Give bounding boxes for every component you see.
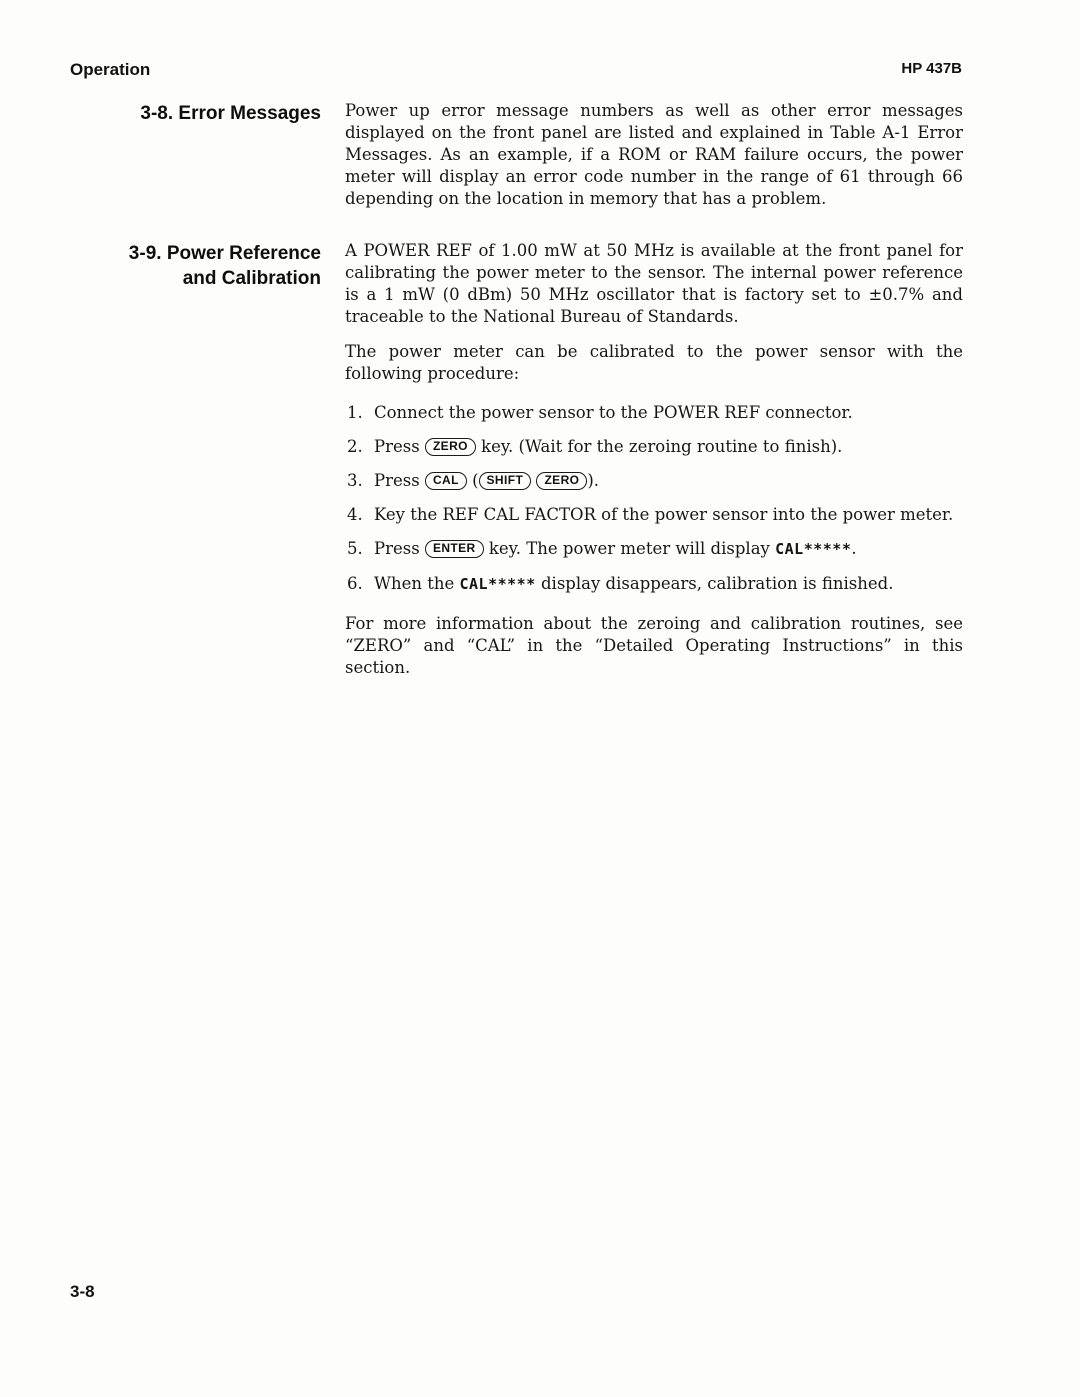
step-text: display disappears, calibration is finished.: [541, 574, 894, 593]
header-section-title: Operation: [70, 60, 151, 79]
step-text: (: [472, 471, 479, 490]
step-text: key. The power meter will display: [488, 539, 770, 558]
procedure-list: [347, 401, 963, 596]
step-text: Press: [374, 471, 420, 490]
page-number: 3-8: [70, 1282, 95, 1301]
step-text: Key the REF CAL FACTOR of the power sensor into the power meter.: [374, 505, 954, 524]
paragraph: For more information about the zeroing and calibration routines, see “ZERO” and “CAL” in the “Detailed Operating Instructions” in this section.: [345, 614, 963, 677]
section-body: [345, 100, 963, 210]
step-text: .: [851, 539, 857, 558]
step-text: Press: [374, 539, 420, 558]
heading-line-1: 3-9. Power Reference: [128, 243, 321, 264]
step-text: key. (Wait for the zeroing routine to finish).: [481, 437, 843, 456]
list-item-text: [374, 503, 963, 526]
paragraph: The power meter can be calibrated to the power sensor with the following procedure:: [345, 342, 963, 383]
list-item: [347, 503, 963, 526]
page-content: [0, 100, 1080, 709]
list-item: [347, 401, 963, 424]
list-item: [347, 572, 963, 596]
section-error-messages: [0, 100, 1080, 210]
list-item: [347, 435, 963, 458]
list-item-number: 3.: [347, 471, 363, 490]
enter-key: ENTER: [425, 540, 484, 558]
step-text: Press: [374, 437, 420, 456]
zero-key: ZERO: [536, 472, 587, 490]
list-item-text: [374, 572, 963, 596]
list-item-number: 5.: [347, 539, 363, 558]
zero-key: ZERO: [425, 438, 476, 456]
list-item: [347, 537, 963, 561]
step-text: When the: [374, 574, 455, 593]
step-text: Connect the power sensor to the POWER REF connector.: [374, 403, 853, 422]
meter-display-text: CAL*****: [775, 540, 852, 558]
list-item: [347, 469, 963, 492]
section-heading-error-messages: [0, 100, 321, 126]
section-heading-power-reference: [0, 240, 321, 291]
section-body: [345, 240, 963, 679]
list-item-text: [374, 469, 963, 492]
list-item-number: 6.: [347, 574, 363, 593]
meter-display-text: CAL*****: [459, 575, 536, 593]
step-text: ).: [587, 471, 600, 490]
list-item-number: 4.: [347, 505, 363, 524]
heading-line-2: and Calibration: [182, 268, 321, 289]
header-model-number: HP 437B: [901, 60, 962, 77]
list-item-number: 2.: [347, 437, 363, 456]
heading-text: 3-8. Error Messages: [140, 103, 321, 124]
paragraph: Power up error message numbers as well as other error messages displayed on the front panel are listed and explained in Table A-1 Error Messages. As an example, if a ROM or RAM failure occurs, the power meter will display an error code number in the range of 61 through 66 depending on the location in memory that has a problem.: [345, 101, 963, 208]
list-item-text: [374, 401, 963, 424]
paragraph: A POWER REF of 1.00 mW at 50 MHz is available at the front panel for calibrating the power meter to the sensor. The internal power reference is a 1 mW (0 dBm) 50 MHz oscillator that is factory set to ±0.7% and traceable to the National Bureau of Standards.: [345, 241, 963, 326]
list-item-number: 1.: [347, 403, 363, 422]
section-power-reference: [0, 240, 1080, 679]
shift-key: SHIFT: [479, 472, 532, 490]
list-item-text: [374, 435, 963, 458]
cal-key: CAL: [425, 472, 467, 490]
list-item-text: [374, 537, 963, 561]
